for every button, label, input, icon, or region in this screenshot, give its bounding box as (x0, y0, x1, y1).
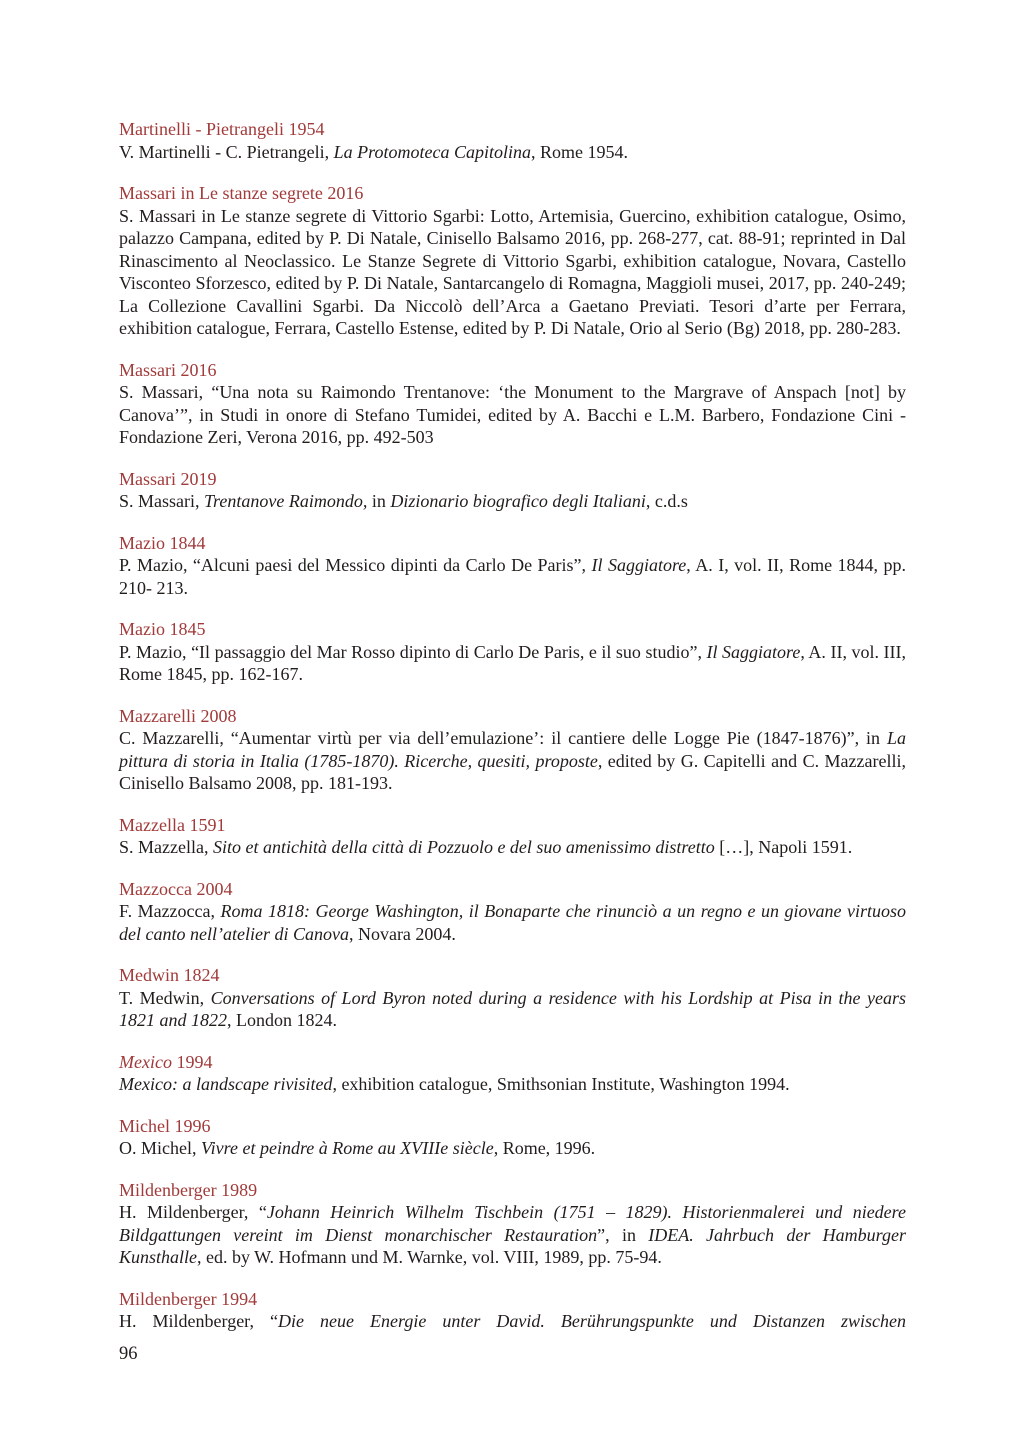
entry-label (119, 705, 906, 728)
bibliography-entry (119, 118, 906, 163)
bibliography-entry (119, 618, 906, 686)
entry-label (119, 814, 906, 837)
entry-label (119, 878, 906, 901)
page-number: 96 (119, 1344, 138, 1364)
plain-text: , edited by G. Capitelli and C. Mazzarelli, Cinisello Balsamo 2008, pp. 181-193. (119, 750, 907, 793)
plain-text: P. Mazio, “Il passaggio del Mar Rosso dipinto di Carlo De Paris, e il suo studio”, (119, 641, 707, 662)
entry-label (119, 118, 906, 141)
italic-text: Il Saggiatore (706, 641, 801, 662)
entry-label (119, 532, 906, 555)
bibliography-entry (119, 182, 906, 340)
bibliography-list (119, 118, 906, 1333)
plain-text: Mildenberger 1994 (119, 1288, 258, 1309)
plain-text: 1994 (171, 1051, 213, 1072)
italic-text: Die neue Energie unter David. Berührungspunkte und Distanzen zwischen (277, 1311, 906, 1331)
entry-body (119, 381, 906, 449)
plain-text: Mazzella 1591 (119, 814, 226, 835)
plain-text: O. Michel, (119, 1138, 201, 1158)
plain-text: H. Mildenberger, “ (119, 1311, 278, 1331)
plain-text: Mazio 1845 (119, 619, 206, 639)
italic-text: Conversations of Lord Byron noted during a residence with his Lordship at Pisa in the years 1821 and 1822 (119, 987, 906, 1030)
plain-text: P. Mazio, “Alcuni paesi del Messico dipinti da Carlo De Paris”, (119, 555, 592, 575)
entry-label (119, 359, 906, 382)
entry-body (119, 1073, 906, 1096)
italic-text: Dizionario biografico degli Italiani (390, 491, 646, 511)
plain-text: T. Medwin, (119, 987, 211, 1008)
entry-body (119, 987, 906, 1032)
plain-text: Massari 2019 (119, 468, 217, 489)
plain-text: […], Napoli 1591. (714, 837, 853, 857)
italic-text: Roma 1818: George Washington, il Bonaparte che rinunciò a un regno e un giovane virtuoso del canto nell’atelier di Canova (119, 901, 906, 944)
entry-label (119, 1051, 906, 1074)
italic-text: Mexico: a landscape rivisited (119, 1074, 333, 1094)
italic-text: Vivre et peindre à Rome au XVIIIe siècle (200, 1138, 494, 1158)
entry-body (119, 490, 906, 513)
plain-text: V. Martinelli - C. Pietrangeli, (119, 141, 334, 162)
plain-text: ”, in (597, 1224, 649, 1245)
plain-text: , ed. by W. Hofmann und M. Warnke, vol. VIII, 1989, pp. 75-94. (197, 1247, 662, 1267)
bibliography-entry (119, 468, 906, 513)
plain-text: Massari in Le stanze segrete 2016 (119, 183, 364, 203)
plain-text: Medwin 1824 (119, 965, 220, 985)
plain-text: S. Massari, (119, 491, 204, 511)
plain-text: , London 1824. (227, 1010, 337, 1030)
entry-body (119, 641, 906, 686)
bibliography-entry (119, 814, 906, 859)
plain-text: , Rome 1954. (530, 141, 628, 162)
entry-body (119, 727, 906, 795)
plain-text: , A. I, vol. II, Rome 1844, pp. 210- 213. (119, 555, 906, 598)
plain-text: C. Mazzarelli, “Aumentar virtù per via dell’emulazione’: il cantiere delle Logge Pie (1847-1876)”, in (119, 728, 887, 748)
bibliography-entry (119, 1288, 906, 1333)
plain-text: S. Massari, “Una nota su Raimondo Trentanove: ‘the Monument to the Margrave of Anspach [not] by Canova’”, in Studi in onore di Stefano Tumidei, edited by A. Bacchi e L.M. Barbero, Fondazione Cini - Fondazione Zeri, Verona 2016, pp. 492-503 (119, 382, 906, 447)
entry-body (119, 205, 906, 340)
plain-text: S. Mazzella, (119, 837, 213, 857)
entry-body (119, 1201, 906, 1269)
plain-text: F. Mazzocca, (119, 901, 221, 921)
bibliography-entry (119, 964, 906, 1032)
plain-text: Massari 2016 (119, 359, 217, 380)
plain-text: Mazzarelli 2008 (119, 705, 237, 726)
italic-text: La Protomoteca Capitolina (333, 141, 531, 162)
italic-text: La pittura di storia in Italia (1785-1870). Ricerche, quesiti, proposte (119, 728, 906, 771)
entry-label (119, 468, 906, 491)
entry-body (119, 141, 906, 164)
bibliography-entry (119, 532, 906, 600)
entry-body (119, 1310, 906, 1333)
plain-text: , Rome, 1996. (493, 1138, 596, 1158)
entry-label (119, 182, 906, 205)
entry-label (119, 1179, 906, 1202)
italic-text: Sito et antichità della città di Pozzuolo e del suo amenissimo distretto (212, 837, 715, 857)
italic-text: IDEA. Jahrbuch der Hamburger Kunsthalle (119, 1224, 906, 1267)
bibliography-entry (119, 1179, 906, 1269)
plain-text: H. Mildenberger, “ (119, 1202, 267, 1222)
entry-body (119, 836, 906, 859)
plain-text: Mazio 1844 (119, 532, 206, 553)
entry-label (119, 1288, 906, 1311)
plain-text: Mazzocca 2004 (119, 878, 233, 899)
italic-text: Il Saggiatore (591, 555, 687, 575)
plain-text: in (367, 491, 391, 511)
bibliography-entry (119, 1051, 906, 1096)
entry-label (119, 618, 906, 641)
entry-label (119, 964, 906, 987)
plain-text: Martinelli - Pietrangeli 1954 (119, 119, 325, 139)
plain-text: Michel 1996 (119, 1115, 211, 1136)
bibliography-entry (119, 705, 906, 795)
italic-text: Trentanove Raimondo, (204, 491, 368, 511)
bibliography-entry (119, 1115, 906, 1160)
plain-text: S. Massari in Le stanze segrete di Vittorio Sgarbi: Lotto, Artemisia, Guercino, exhibition catalogue, Osimo, palazzo Campana, edited by P. Di Natale, Cinisello Balsamo 2016, pp. 268-277, cat. 88-91; reprinted in Dal Rinascimento al Neoclassico. Le Stanze Segrete di Vittorio Sgarbi, exhibition catalogue, Novara, Castello Visconteo Sforzesco, edited by P. Di Natale, Santarcangelo di Romagna, Maggioli musei, 2017, pp. 240-249; La Collezione Cavallini Sgarbi. Da Niccolò dell’Arca a Gaetano Previati. Tesori d’arte per Ferrara, exhibition catalogue, Ferrara, Castello Estense, edited by P. Di Natale, Orio al Serio (Bg) 2018, pp. 280-283. (119, 205, 906, 338)
plain-text: , Novara 2004. (348, 923, 456, 944)
plain-text: , exhibition catalogue, Smithsonian Institute, Washington 1994. (332, 1074, 790, 1094)
bibliography-entry (119, 878, 906, 946)
entry-body (119, 900, 906, 945)
bibliography-entry (119, 359, 906, 449)
plain-text: , A. II, vol. III, Rome 1845, pp. 162-167. (119, 641, 906, 684)
plain-text: Mildenberger 1989 (119, 1179, 258, 1200)
italic-text: Johann Heinrich Wilhelm Tischbein (1751 – 1829). Historienmalerei und niedere Bildgattungen vereint im Dienst monarchischer Restauration (119, 1202, 906, 1245)
plain-text: , c.d.s (645, 491, 688, 511)
entry-label (119, 1115, 906, 1138)
italic-text: Mexico (119, 1051, 172, 1072)
entry-body (119, 554, 906, 599)
entry-body (119, 1137, 906, 1160)
